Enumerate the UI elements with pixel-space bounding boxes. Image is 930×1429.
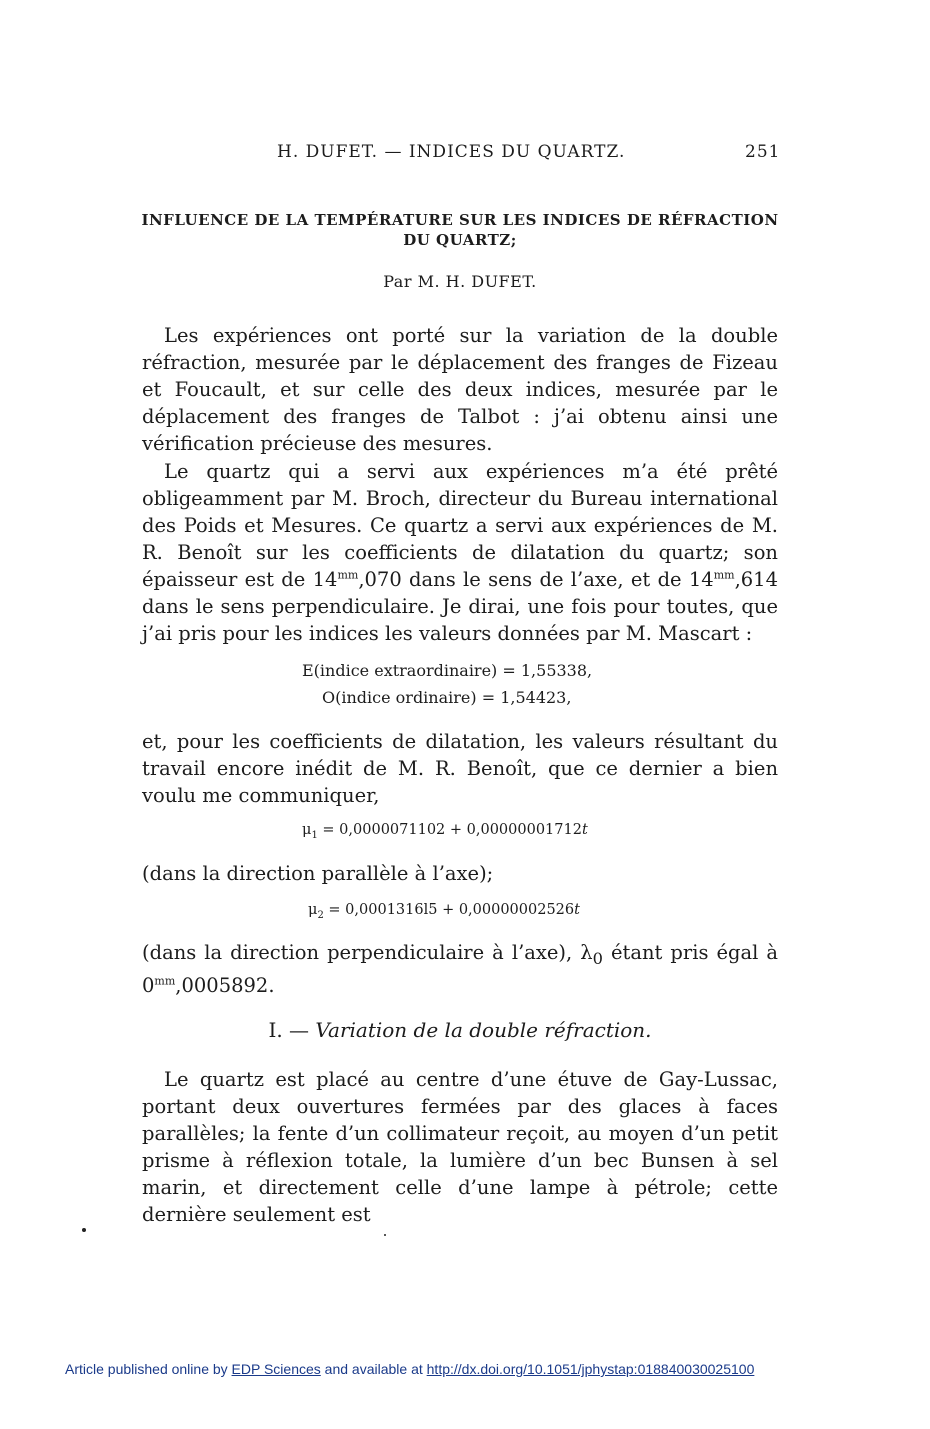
footer-prefix: Article published online by: [65, 1361, 232, 1377]
formula-ordinary-index: O(indice ordinaire) = 1,54423,: [322, 688, 572, 707]
paragraph-3: et, pour les coefficients de dilatation, les valeurs résultant du travail encore inédit de M. R. Benoît, que ce dernier a bien voulu me communiquer,: [142, 730, 778, 807]
paragraph-2: [142, 458, 778, 647]
paragraph-1: Les expériences ont porté sur la variation de la double réfraction, mesurée par le déplacement des franges de Fizeau et Foucault, et sur celle des deux indices, mesurée par le déplacement des franges de Talbot : j’ai obtenu ainsi une vérification précieuse des mesures.: [142, 324, 778, 455]
formula-mu1: [302, 822, 588, 841]
paragraph-5-text-b: étant pris égal à 0: [142, 941, 779, 997]
paragraph-5: [142, 939, 778, 999]
paragraph-2-text-a: Le quartz qui a servi aux expériences m’a été prêté obligeamment par M. Broch, directeur du Bureau international des Poids et Mesures. Ce quartz a servi aux expériences de M. R. Benoît sur les coefficients de dilatation du quartz; son épaisseur est de 14: [142, 460, 778, 591]
mu1-subscript: 1: [311, 829, 318, 841]
running-head-title: H. DUFET. — INDICES DU QUARTZ.: [277, 142, 626, 162]
article-title-line-2: DU QUARTZ;: [403, 231, 517, 249]
mu2-expression: = 0,0001316l5 + 0,00000002526: [323, 902, 575, 918]
lambda-subscript: 0: [592, 948, 603, 968]
paragraph-2-text-b: ,070 dans le sens de l’axe, et de 14: [358, 568, 714, 591]
byline: [140, 272, 780, 291]
running-head: [0, 142, 930, 166]
paragraph-2-text-c: ,614 dans le sens perpendiculaire. Je dirai, une fois pour toutes, que j’ai pris pour les indices les valeurs données par M. Mascart :: [142, 568, 778, 645]
print-speck: [82, 1228, 86, 1232]
formula-extraordinary-index: E(indice extraordinaire) = 1,55338,: [302, 661, 593, 680]
section-title: Variation de la double réfraction.: [315, 1018, 652, 1042]
doi-link[interactable]: http://dx.doi.org/10.1051/jphystap:018840030025100: [426, 1361, 755, 1377]
footer-middle: and available at: [320, 1361, 427, 1377]
formula-mu2: [308, 902, 580, 921]
mu2-symbol: μ: [308, 902, 318, 918]
article-title-line-1: INFLUENCE DE LA TEMPÉRATURE SUR LES INDICES DE RÉFRACTION: [141, 211, 779, 229]
unit-mm: mm: [154, 974, 176, 988]
publisher-link[interactable]: EDP Sciences: [231, 1361, 321, 1377]
page-number: 251: [745, 142, 781, 162]
mu1-expression: = 0,0000071102 + 0,00000001712: [317, 822, 582, 838]
byline-par: Par: [383, 272, 412, 291]
unit-mm: mm: [713, 568, 735, 582]
publication-footer: [65, 1361, 754, 1377]
paragraph-4: (dans la direction parallèle à l’axe);: [142, 862, 494, 885]
mu1-variable: t: [581, 822, 588, 838]
section-heading: [140, 1018, 780, 1042]
print-speck: [384, 1234, 386, 1236]
mu2-subscript: 2: [317, 909, 324, 921]
paragraph-6: Le quartz est placé au centre d’une étuve de Gay-Lussac, portant deux ouvertures fermées par des glaces à faces parallèles; la fente d’un collimateur reçoit, au moyen d’un petit prisme à réflexion totale, la lumière d’un bec Bunsen à sel marin, et directement celle d’une lampe à pétrole; cette dernière seulement est: [142, 1068, 778, 1226]
unit-mm: mm: [337, 568, 359, 582]
byline-author: M. H. DUFET.: [417, 272, 537, 291]
mu1-symbol: μ: [302, 822, 312, 838]
section-number: I. —: [268, 1018, 316, 1042]
paragraph-5-text-c: ,0005892.: [175, 973, 275, 997]
paragraph-5-text-a: (dans la direction perpendiculaire à l’axe), λ: [142, 941, 593, 964]
mu2-variable: t: [574, 902, 580, 918]
